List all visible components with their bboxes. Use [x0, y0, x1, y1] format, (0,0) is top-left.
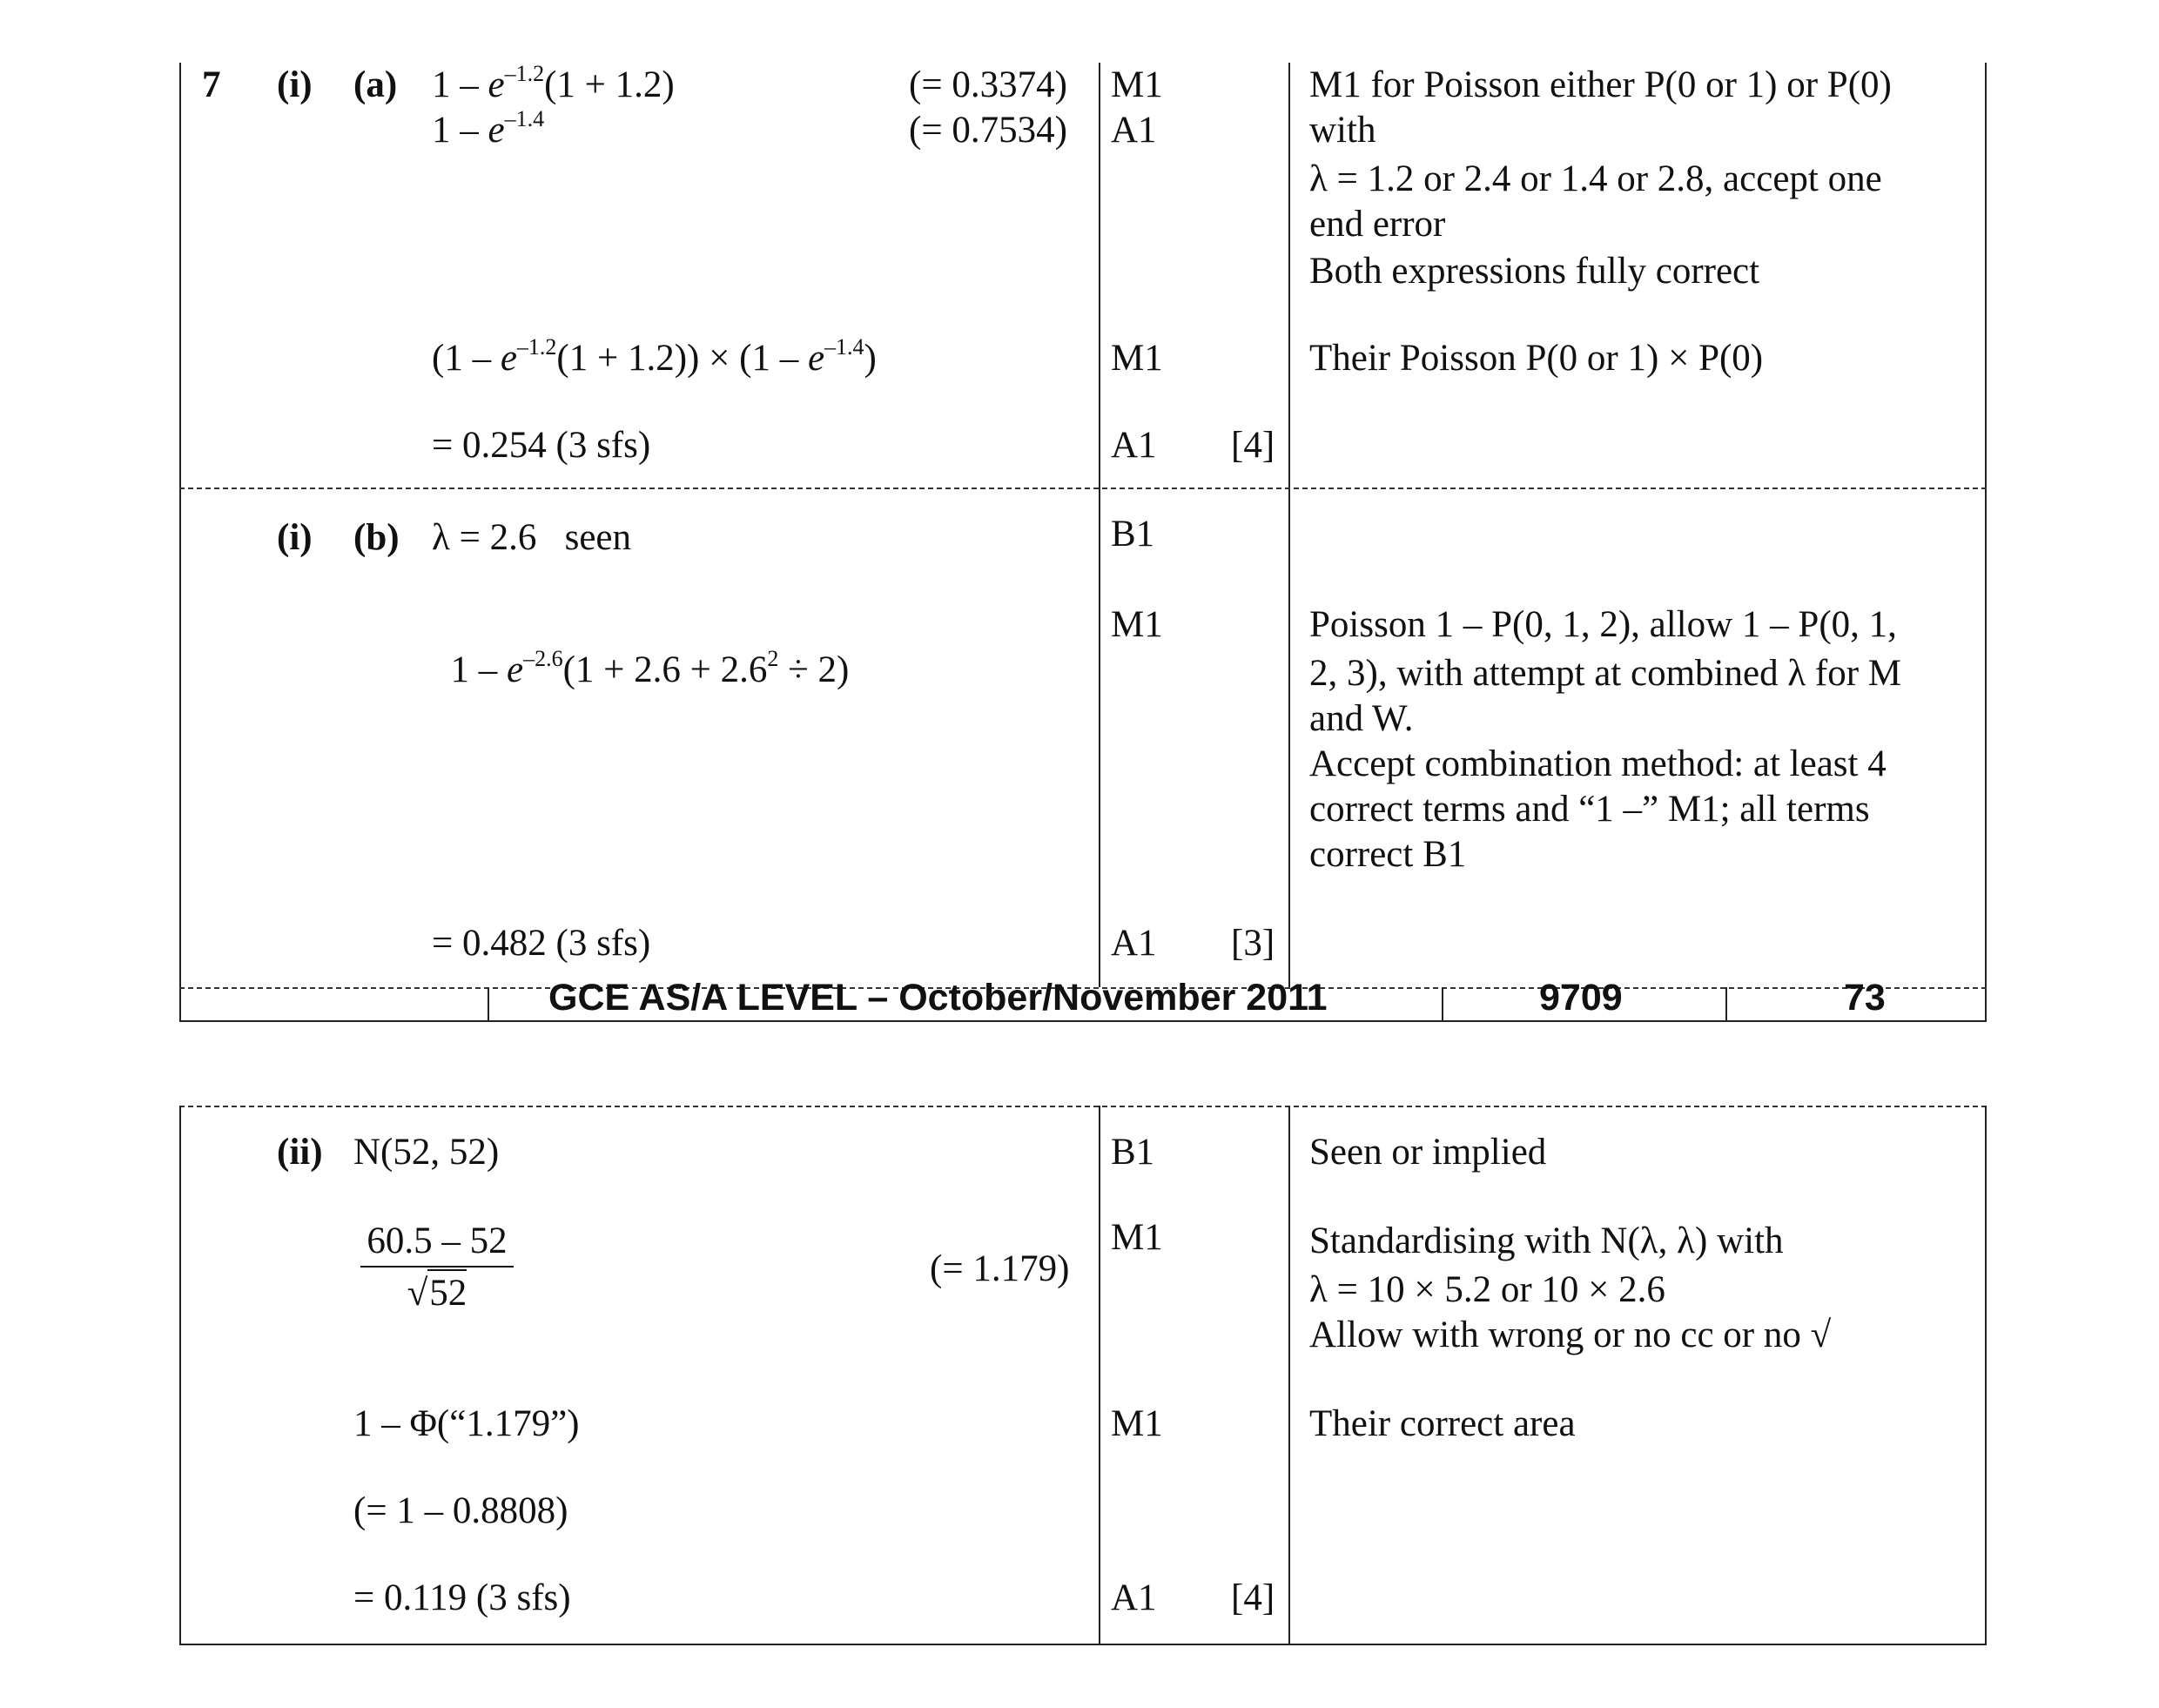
part-ii-label: (ii): [277, 1132, 323, 1173]
fraction-numerator: 60.5 – 52: [367, 1220, 508, 1261]
table2-col-divider-2: [1288, 1106, 1290, 1645]
b-total-marks: [3]: [1231, 923, 1275, 964]
b-note-line-5: correct terms and “1 –” M1; all terms: [1309, 789, 1870, 830]
footer-col-divider-2: [1442, 987, 1443, 1022]
question-number: 7: [202, 64, 221, 105]
table1-row-divider: [179, 488, 1987, 489]
a-note-line-4: end error: [1309, 204, 1446, 245]
a-mark-2: A1: [1111, 110, 1157, 151]
a-note-line-5: Both expressions fully correct: [1309, 251, 1760, 292]
table1-left-border: [179, 63, 181, 1022]
footer-syllabus: 9709: [1539, 977, 1623, 1019]
ii-note-line-2: λ = 10 × 5.2 or 10 × 2.6: [1309, 1269, 1665, 1310]
a-product-note: Their Poisson P(0 or 1) × P(0): [1309, 338, 1764, 379]
part-a-label: (a): [353, 64, 398, 105]
part-i-b-label: (i): [277, 517, 313, 558]
table1-col-divider-1: [1099, 63, 1100, 987]
footer-exam-title: GCE AS/A LEVEL – October/November 2011: [548, 977, 1328, 1019]
ii-phi-value: (= 1 – 0.8808): [353, 1490, 568, 1531]
a-mark-1: M1: [1111, 64, 1163, 105]
ii-standardising-fraction: [360, 1219, 514, 1316]
b-answer-mark: A1: [1111, 923, 1157, 964]
footer-col-divider-1: [488, 987, 489, 1022]
a-total-marks: [4]: [1231, 425, 1275, 466]
fraction-bar: [360, 1266, 514, 1268]
table2-bottom-border: [179, 1644, 1987, 1645]
ii-phi-expression: 1 – Φ(“1.179”): [353, 1403, 580, 1444]
b-note-line-6: correct B1: [1309, 834, 1467, 875]
a-answer: = 0.254 (3 sfs): [432, 425, 651, 466]
a-product-expression: $(1 - e^{-1.2}(1 + 1.2)) \times (1 - e^{-1.4})$: [432, 334, 877, 379]
ii-distribution-note: Seen or implied: [1309, 1132, 1547, 1173]
sqrt-icon: √: [407, 1273, 428, 1314]
a-expression-1: $1 - e^{-1.2}(1 + 1.2)$: [432, 61, 675, 105]
a-note-line-1: M1 for Poisson either P(0 or 1) or P(0): [1309, 64, 1892, 105]
footer-paper: 73: [1844, 977, 1886, 1019]
table2-right-border: [1985, 1106, 1987, 1645]
part-i-label: (i): [277, 64, 313, 105]
b-expression-mark: M1: [1111, 604, 1163, 645]
ii-note-line-1: Standardising with N(λ, λ) with: [1309, 1220, 1784, 1261]
a-answer-mark: A1: [1111, 425, 1157, 466]
ii-answer-mark: A1: [1111, 1577, 1157, 1618]
footer-col-divider-3: [1725, 987, 1727, 1022]
part-b-label: (b): [353, 517, 400, 558]
a-note-line-3: λ = 1.2 or 2.4 or 1.4 or 2.8, accept one: [1309, 158, 1882, 199]
ii-phi-note: Their correct area: [1309, 1403, 1576, 1444]
a-product-mark: M1: [1111, 338, 1163, 379]
table1-col-divider-2: [1288, 63, 1290, 987]
fraction-denominator: √52: [360, 1269, 514, 1316]
ii-distribution: N(52, 52): [353, 1132, 500, 1173]
table2-left-border: [179, 1106, 181, 1645]
a-note-line-2: with: [1309, 110, 1376, 151]
table1-right-border: [1985, 63, 1987, 1022]
b-note-line-1: Poisson 1 – P(0, 1, 2), allow 1 – P(0, 1,: [1309, 604, 1897, 645]
ii-fraction-mark: M1: [1111, 1217, 1163, 1258]
b-note-line-3: and W.: [1309, 698, 1414, 739]
a-expression-2: $1 - e^{-1.4}$: [432, 106, 545, 151]
b-expression: $1 - e^{-2.6}(1 + 2.6 + 2.6^2 \div 2)$: [450, 646, 850, 690]
a-value-2: (= 0.7534): [909, 110, 1067, 151]
table2-col-divider-1: [1099, 1106, 1100, 1645]
ii-total-marks: [4]: [1231, 1577, 1275, 1618]
b-note-line-2: 2, 3), with attempt at combined λ for M: [1309, 653, 1902, 694]
a-value-1: (= 0.3374): [909, 64, 1067, 105]
b-lambda-mark: B1: [1111, 514, 1155, 555]
ii-fraction-value: (= 1.179): [930, 1248, 1070, 1289]
b-note-line-4: Accept combination method: at least 4: [1309, 743, 1887, 784]
b-lambda: λ = 2.6 seen: [432, 517, 632, 558]
footer-bottom-border: [179, 1020, 1987, 1022]
b-answer: = 0.482 (3 sfs): [432, 923, 651, 964]
ii-note-line-3: Allow with wrong or no cc or no √: [1309, 1315, 1832, 1355]
ii-answer: = 0.119 (3 sfs): [353, 1577, 571, 1618]
ii-phi-mark: M1: [1111, 1403, 1163, 1444]
ii-distribution-mark: B1: [1111, 1132, 1155, 1173]
table2-top-border: [179, 1106, 1987, 1107]
